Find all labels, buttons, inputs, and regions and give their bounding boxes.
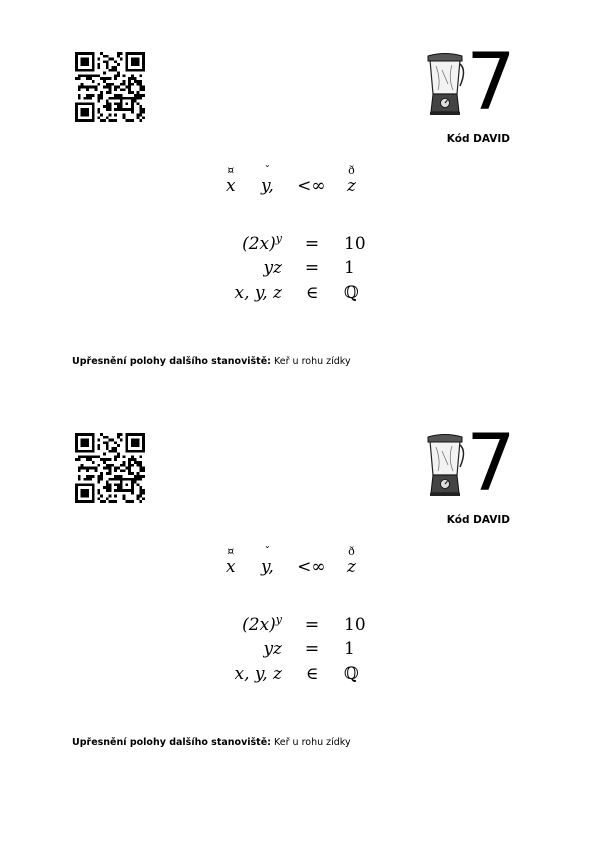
note-text: Keř u rohu zídky: [274, 356, 351, 367]
equation-lhs: yz: [263, 258, 282, 278]
equation-lhs: x, y, z: [234, 283, 282, 303]
equation-rhs: ℚ: [344, 664, 359, 684]
equation-lhs: yz: [263, 639, 282, 659]
equation-relation: =: [304, 639, 320, 659]
var-y: ˇ y,: [261, 164, 274, 196]
equation-relation: ∈: [305, 664, 319, 684]
equation-rhs: ℚ: [344, 283, 359, 303]
equation-lhs: $(2x)^y$: [242, 613, 282, 635]
equation-rhs: 1: [344, 639, 355, 659]
equation-rhs: 10: [344, 234, 366, 254]
location-note: [72, 356, 351, 367]
blender-icon: [424, 431, 466, 497]
equation-lhs: $(2x)^y$: [242, 232, 282, 254]
var-x: ¤ x: [226, 545, 236, 577]
equation-relation: =: [304, 258, 320, 278]
code-label: Kód DAVID: [446, 133, 510, 145]
station-number: 7: [466, 38, 516, 128]
clue-card: [0, 0, 596, 380]
var-z: ð z: [346, 164, 356, 196]
code-label: Kód DAVID: [446, 514, 510, 526]
blender-icon: [424, 50, 466, 116]
equation-rhs: 1: [344, 258, 355, 278]
var-x: ¤ x: [226, 164, 236, 196]
equation-rhs: 10: [344, 615, 366, 635]
var-z: ð z: [346, 545, 356, 577]
riddle-variables: [226, 545, 356, 577]
var-infinity: <∞: [297, 557, 326, 577]
equation-relation: =: [304, 234, 320, 254]
riddle-variables: [226, 164, 356, 196]
equation-relation: =: [304, 615, 320, 635]
equation-lhs: x, y, z: [234, 664, 282, 684]
station-number: 7: [466, 419, 516, 509]
location-note: [72, 737, 351, 748]
note-text: Keř u rohu zídky: [274, 737, 351, 748]
note-label: Upřesnění polohy dalšího stanoviště:: [72, 356, 271, 367]
clue-card: [0, 381, 596, 761]
equation-relation: ∈: [305, 283, 319, 303]
qr-code-icon: [75, 433, 145, 503]
var-infinity: <∞: [297, 176, 326, 196]
qr-code-icon: [75, 52, 145, 122]
note-label: Upřesnění polohy dalšího stanoviště:: [72, 737, 271, 748]
var-y: ˇ y,: [261, 545, 274, 577]
